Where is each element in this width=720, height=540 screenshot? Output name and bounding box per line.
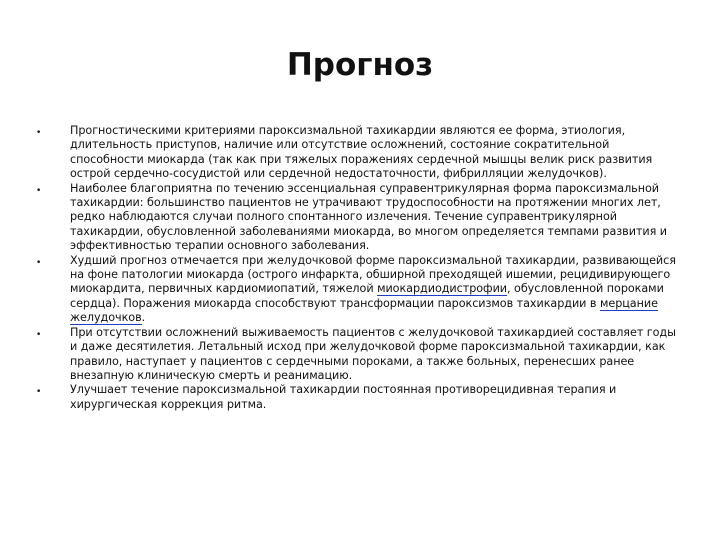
slide-title: Прогноз — [286, 46, 434, 83]
bullet-item-essential-form — [36, 182, 682, 254]
bullet-item-survival — [36, 326, 682, 384]
bullet-icon: • — [36, 128, 42, 138]
bullet-text — [70, 254, 682, 326]
bullet-icon: • — [36, 185, 42, 196]
bullet-text-part: Худший прогноз отмечается при желудочковой форме пароксизмальной тахикардии, развивающейся на фоне патологии миокарда (острого инфаркта, обширной преходящей ишемии, рецидивирующего миокардита, первичных кардиомиопатий, тяжелой — [70, 253, 676, 296]
bullet-text-part: , обусловленной пороками сердца). Поражения миокарда способствуют трансформации пароксизмов тахикардии в — [70, 282, 664, 310]
bullet-text-part: . — [141, 311, 146, 325]
bullet-icon: • — [36, 329, 42, 340]
bullet-text: При отсутствии осложнений выживаемость пациентов с желудочковой тахикардией составляет годы и даже десятилетия. Летальный исход при желудочковой форме пароксизмальной тахикардии, как правило, наступает у пациентов с сердечными пороками, а также больных, перенесших ранее внезапную клиническую смерть и реанимацию. — [70, 325, 676, 382]
bullet-icon: • — [36, 257, 42, 268]
bullet-item-therapy — [36, 383, 682, 412]
link-ventricular-fibrillation[interactable]: мерцание желудочков — [70, 296, 658, 325]
bullet-text: Наиболее благоприятна по течению эссенциальная суправентрикулярная форма пароксизмальной тахикардии: большинство пациентов не утрачивают трудоспособности на протяжении многих лет, редко наблюдаются случаи полного спонтанного излечения. Течение суправентрикулярной тахикардии, обусловленной заболеваниями миокарда, во многом определяется темпами развития и эффективностью терапии основного заболевания. — [70, 181, 668, 253]
bullet-item-worst-prognosis — [36, 254, 682, 326]
bullet-text: Улучшает течение пароксизмальной тахикардии постоянная противорецидивная терапия и хирургическая коррекция ритма. — [70, 383, 617, 411]
bullet-item-prognostic-criteria — [36, 124, 682, 182]
bullet-icon: • — [36, 387, 42, 398]
link-myocardiodystrophy[interactable]: миокардиодистрофии — [377, 282, 508, 296]
bullet-list — [36, 124, 682, 412]
bullet-text: Прогностическими критериями пароксизмальной тахикардии являются ее форма, этиология, длительность приступов, наличие или отсутствие осложнений, состояние сократительной способности миокарда (так как при тяжелых поражениях сердечной мышцы велик риск развития острой сердечно-сосудистой или сердечной недостаточности, фибрилляции желудочков). — [70, 124, 653, 181]
